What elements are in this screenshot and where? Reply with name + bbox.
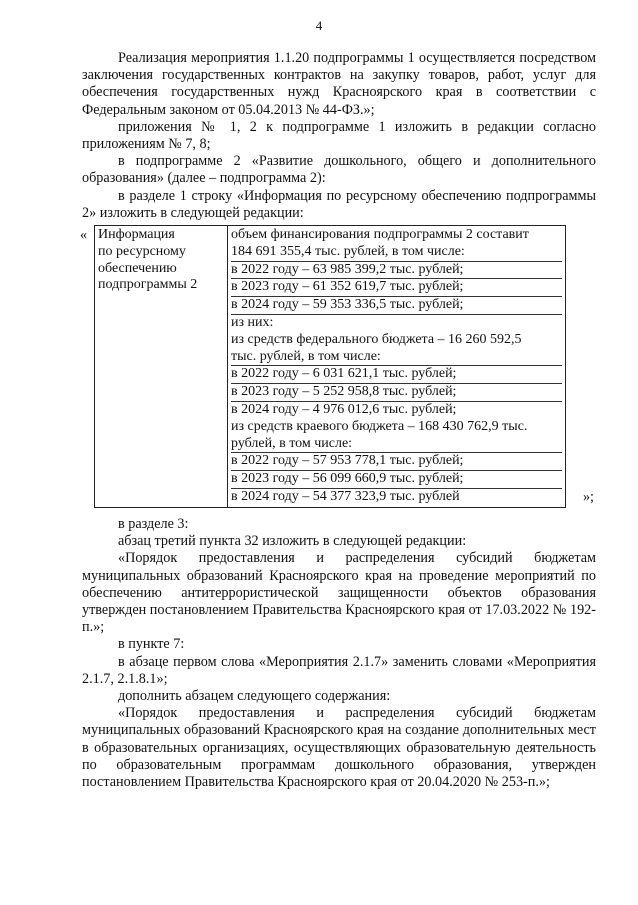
paragraph-implementation: Реализация мероприятия 1.1.20 подпрограммы 1 осуществляется посредством заключения государственных контрактов на закупку товаров, работ, услуг для обеспечения государственных нужд Красноярского края в соответствии с Федеральным законом от 05.04.2013 № 44-ФЗ.»; bbox=[82, 50, 596, 118]
resource-table bbox=[94, 225, 566, 508]
paragraph-item-32: абзац третий пункта 32 изложить в следующей редакции: bbox=[118, 533, 467, 550]
value-line: в 2022 году – 57 953 778,1 тыс. рублей; bbox=[231, 453, 562, 471]
value-line: объем финансирования подпрограммы 2 составит bbox=[231, 227, 529, 243]
paragraph-subprogram-2: в подпрограмме 2 «Развитие дошкольного, общего и дополнительного образования» (далее – подпрограмма 2): bbox=[82, 153, 596, 187]
paragraph-item-7: в пункте 7: bbox=[118, 636, 185, 653]
value-line: в 2022 году – 63 985 399,2 тыс. рублей; bbox=[231, 262, 562, 280]
open-quote: « bbox=[80, 227, 88, 244]
value-line: в 2024 году – 4 976 012,6 тыс. рублей; bbox=[231, 402, 457, 417]
value-line: в 2022 году – 6 031 621,1 тыс. рублей; bbox=[231, 366, 562, 384]
paragraph-add-paragraph: дополнить абзацем следующего содержания: bbox=[118, 688, 391, 705]
label-line: Информация bbox=[98, 227, 175, 243]
value-line: из них: bbox=[231, 315, 274, 331]
value-line: рублей, в том числе: bbox=[231, 436, 562, 454]
resource-table-block bbox=[82, 225, 596, 510]
label-line: по ресурсному bbox=[98, 243, 186, 259]
paragraph-section-3: в разделе 3: bbox=[118, 516, 189, 533]
paragraph-section-1: в разделе 1 строку «Информация по ресурсному обеспечению подпрограммы 2» изложить в следующей редакции: bbox=[82, 187, 596, 221]
label-line: обеспечению bbox=[98, 260, 177, 276]
value-line: из средств краевого бюджета – 168 430 762,9 тыс. bbox=[231, 418, 528, 434]
paragraph-appendices: приложения № 1, 2 к подпрограмме 1 изложить в редакции согласно приложениям № 7, 8; bbox=[82, 118, 596, 153]
value-line: в 2023 году – 5 252 958,8 тыс. рублей; bbox=[231, 384, 562, 402]
page-number: 4 bbox=[315, 18, 323, 33]
table-label-cell bbox=[95, 226, 228, 508]
table-row bbox=[95, 226, 566, 508]
value-line: 184 691 355,4 тыс. рублей, в том числе: bbox=[231, 244, 562, 262]
label-line: подпрограммы 2 bbox=[98, 277, 198, 293]
value-line: в 2024 году – 54 377 323,9 тыс. рублей bbox=[231, 488, 460, 504]
paragraph-procedure-antiterror: «Порядок предоставления и распределения субсидий бюджетам муниципальных образований Красноярского края на проведение мероприятий по обеспечению антитеррористической защищенности объектов образования утвержден постановлением Правительства Красноярского края от 17.03.2022 № 192-п.»; bbox=[82, 550, 596, 636]
close-quote: »; bbox=[582, 488, 594, 505]
value-line: тыс. рублей, в том числе: bbox=[231, 349, 562, 367]
table-value-cell bbox=[228, 226, 566, 508]
value-line: в 2023 году – 61 352 619,7 тыс. рублей; bbox=[231, 279, 562, 297]
paragraph-procedure-preschool: «Порядок предоставления и распределения субсидий бюджетам муниципальных образований Красноярского края на создание дополнительных мест в образовательных организациях, осуществляющих образовательную деятельность по образовательным программам дошкольного образования, утвержден постановлением Правительства Красноярского края от 20.04.2020 № 253-п.»; bbox=[82, 705, 596, 791]
paragraph-replace-words: в абзаце первом слова «Мероприятия 2.1.7» заменить словами «Мероприятия 2.1.7, 2.1.8.1»; bbox=[82, 653, 596, 687]
value-line: в 2024 году – 59 353 336,5 тыс. рублей; bbox=[231, 297, 562, 315]
value-line: из средств федерального бюджета – 16 260 592,5 bbox=[231, 331, 522, 347]
document-body bbox=[82, 50, 596, 791]
value-line: в 2023 году – 56 099 660,9 тыс. рублей; bbox=[231, 471, 562, 489]
